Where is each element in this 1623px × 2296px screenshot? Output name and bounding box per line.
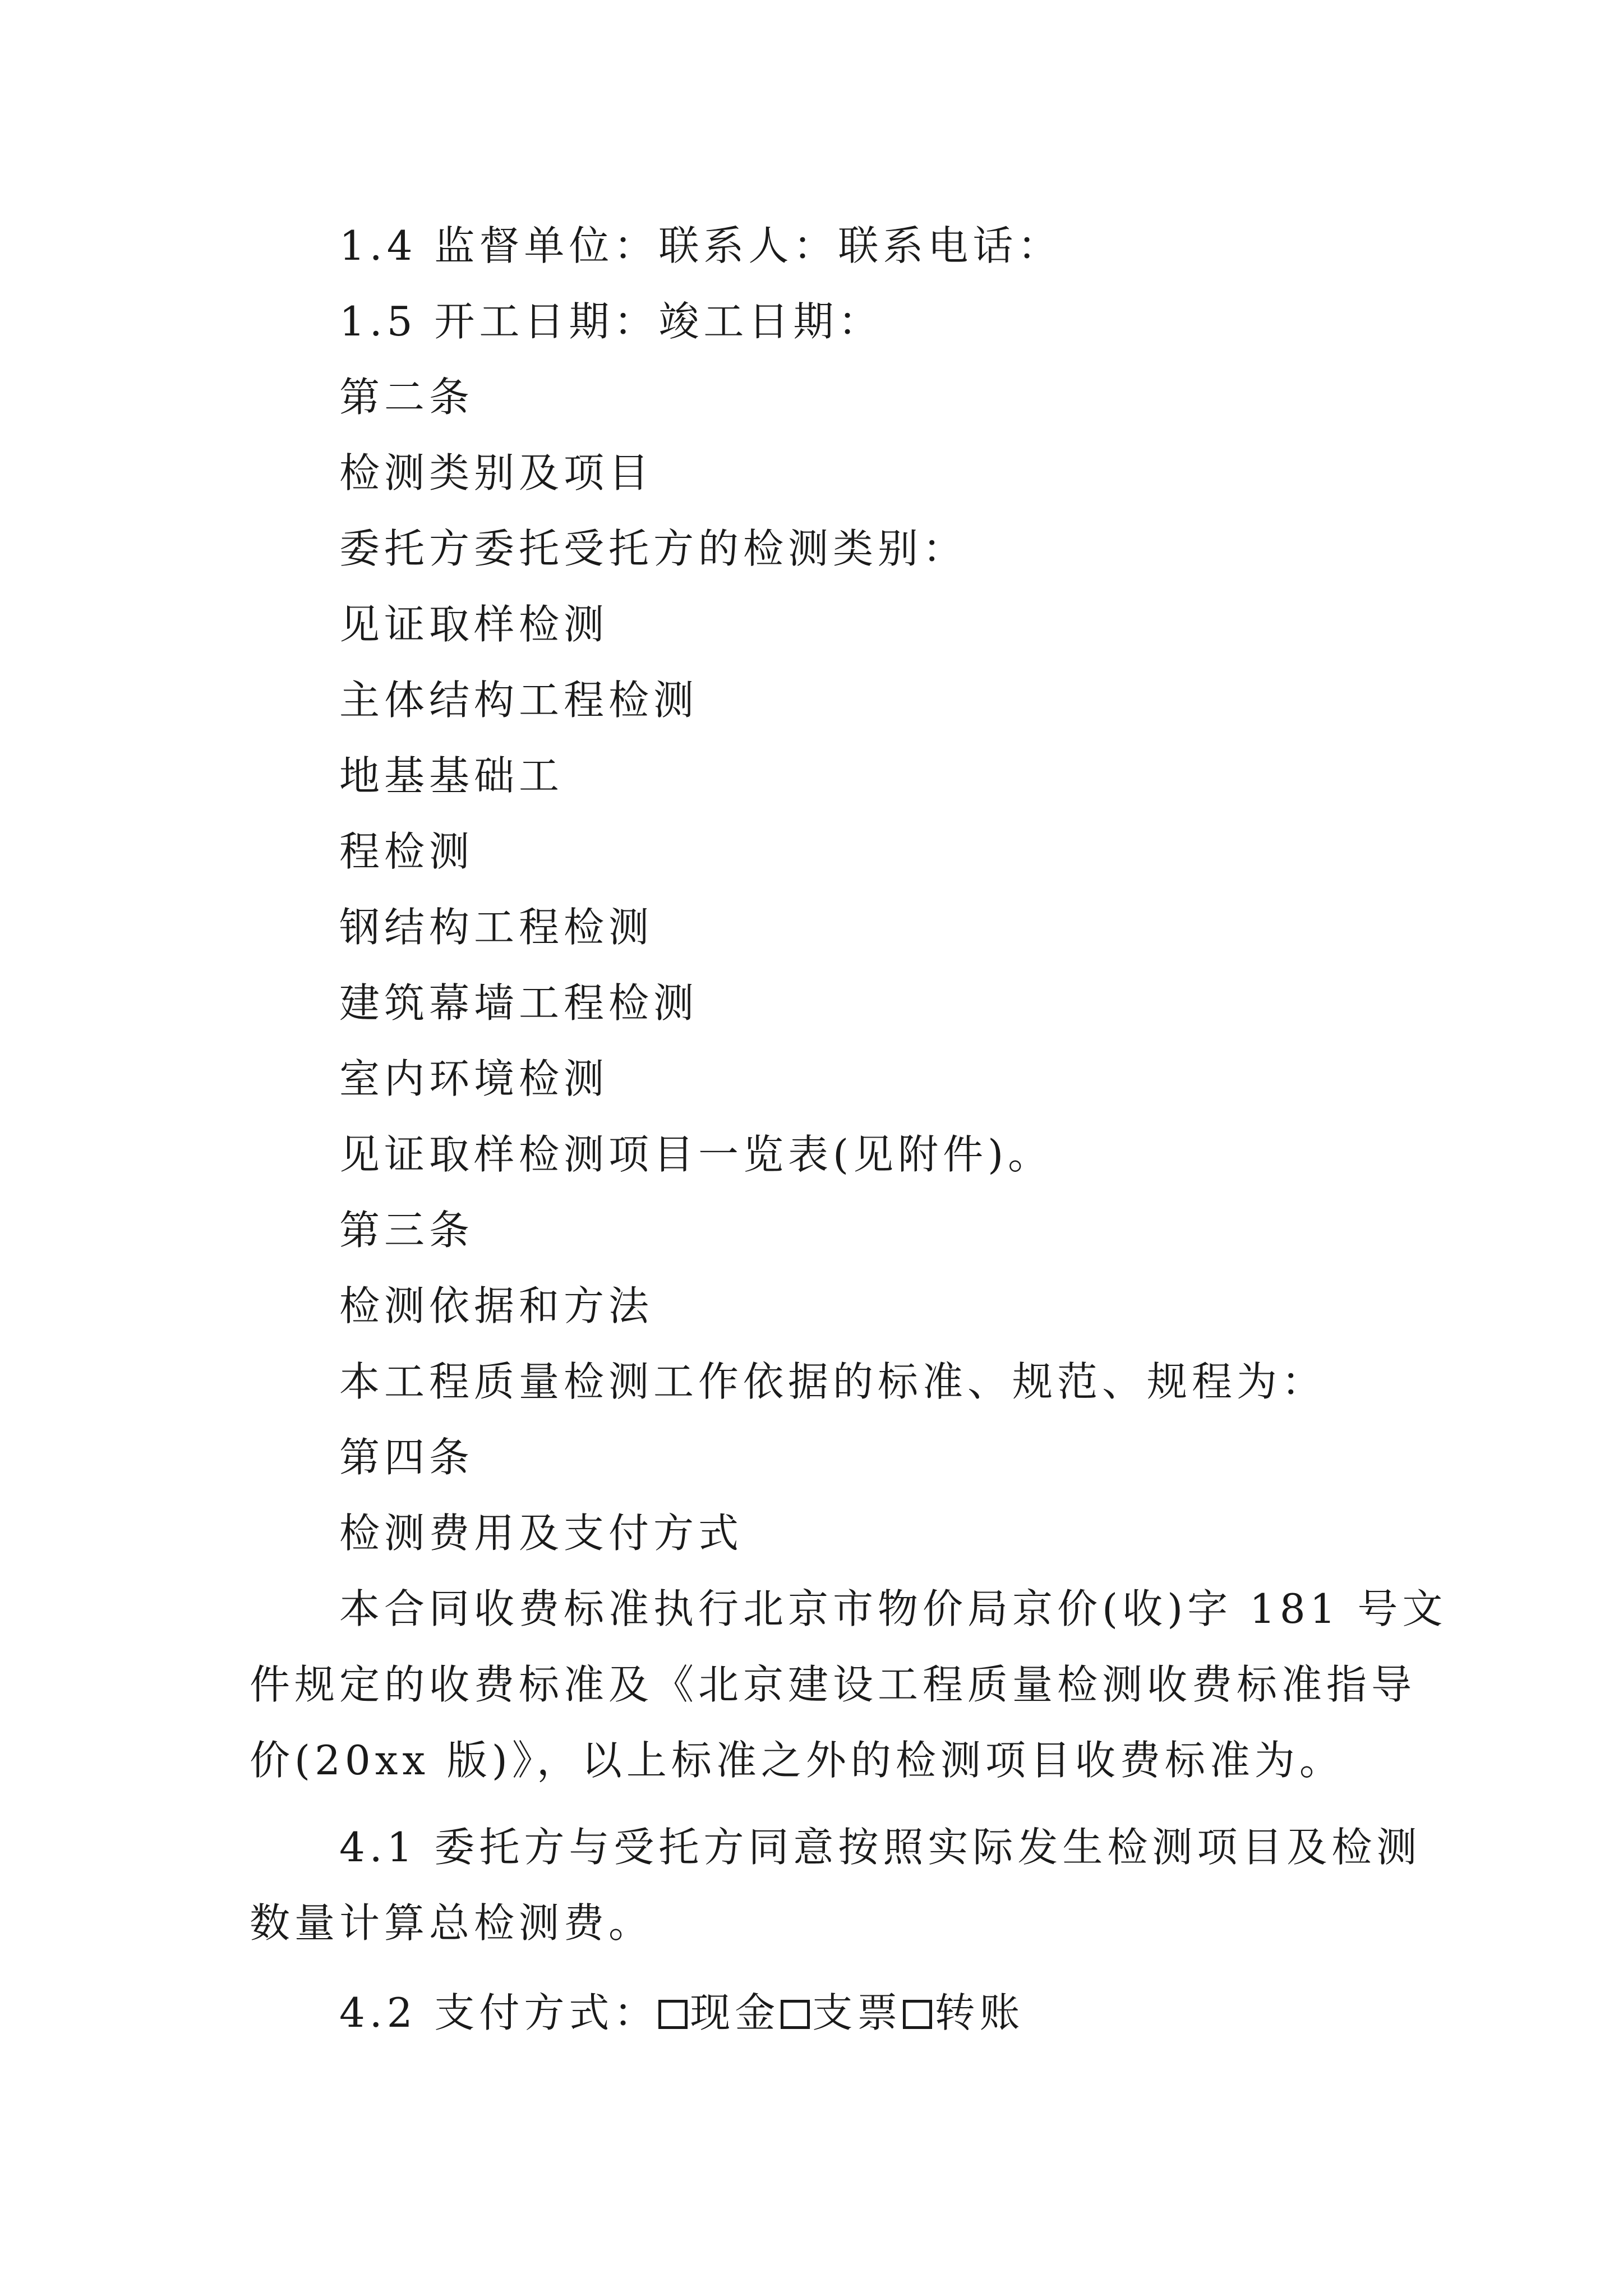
article-heading: 第三条 bbox=[339, 1207, 474, 1254]
list-item: 见证取样检测 bbox=[339, 601, 609, 648]
paragraph-line: 数量计算总检测费。 bbox=[250, 1899, 654, 1947]
article-heading: 第四条 bbox=[339, 1434, 474, 1481]
text-line: 1.5 开工日期：竣工日期： bbox=[339, 298, 883, 345]
section-title: 检测依据和方法 bbox=[339, 1282, 654, 1329]
section-title: 检测类别及项目 bbox=[339, 449, 654, 496]
list-item: 钢结构工程检测 bbox=[339, 904, 654, 951]
paragraph-line: 本合同收费标准执行北京市物价局京价(收)字 181 号文 bbox=[339, 1585, 1447, 1632]
transfer-checkbox[interactable] bbox=[903, 2000, 932, 2029]
list-item: 室内环境检测 bbox=[339, 1055, 609, 1102]
paragraph-line: 价(20xx 版)》，以上标准之外的检测项目收费标准为。 bbox=[250, 1737, 1344, 1784]
article-heading: 第二条 bbox=[339, 374, 474, 421]
section-title: 检测费用及支付方式 bbox=[339, 1510, 744, 1557]
text-line: 1.4 监督单位：联系人：联系电话： bbox=[339, 222, 1063, 269]
list-item: 建筑幕墙工程检测 bbox=[339, 979, 699, 1027]
text-line: 委托方委托受托方的检测类别： bbox=[339, 525, 968, 572]
list-item: 程检测 bbox=[339, 828, 474, 875]
list-item: 主体结构工程检测 bbox=[339, 677, 699, 724]
transfer-label: 转账 bbox=[934, 1989, 1025, 2036]
check-checkbox[interactable] bbox=[781, 2000, 810, 2029]
text-line: 本工程质量检测工作依据的标准、规范、规程为： bbox=[339, 1358, 1327, 1405]
cash-checkbox[interactable] bbox=[658, 2000, 688, 2029]
list-item: 地基基础工 bbox=[339, 752, 564, 799]
payment-method-line bbox=[339, 1986, 1025, 2040]
paragraph-line: 件规定的收费标准及《北京建设工程质量检测收费标准指导 bbox=[250, 1661, 1417, 1708]
cash-label: 现金 bbox=[690, 1989, 780, 2036]
check-label: 支票 bbox=[812, 1989, 902, 2036]
payment-method-label: 4.2 支付方式： bbox=[339, 1989, 659, 2036]
text-line: 见证取样检测项目一览表(见附件)。 bbox=[339, 1131, 1053, 1178]
paragraph-line: 4.1 委托方与受托方同意按照实际发生检测项目及检测 bbox=[339, 1824, 1422, 1871]
